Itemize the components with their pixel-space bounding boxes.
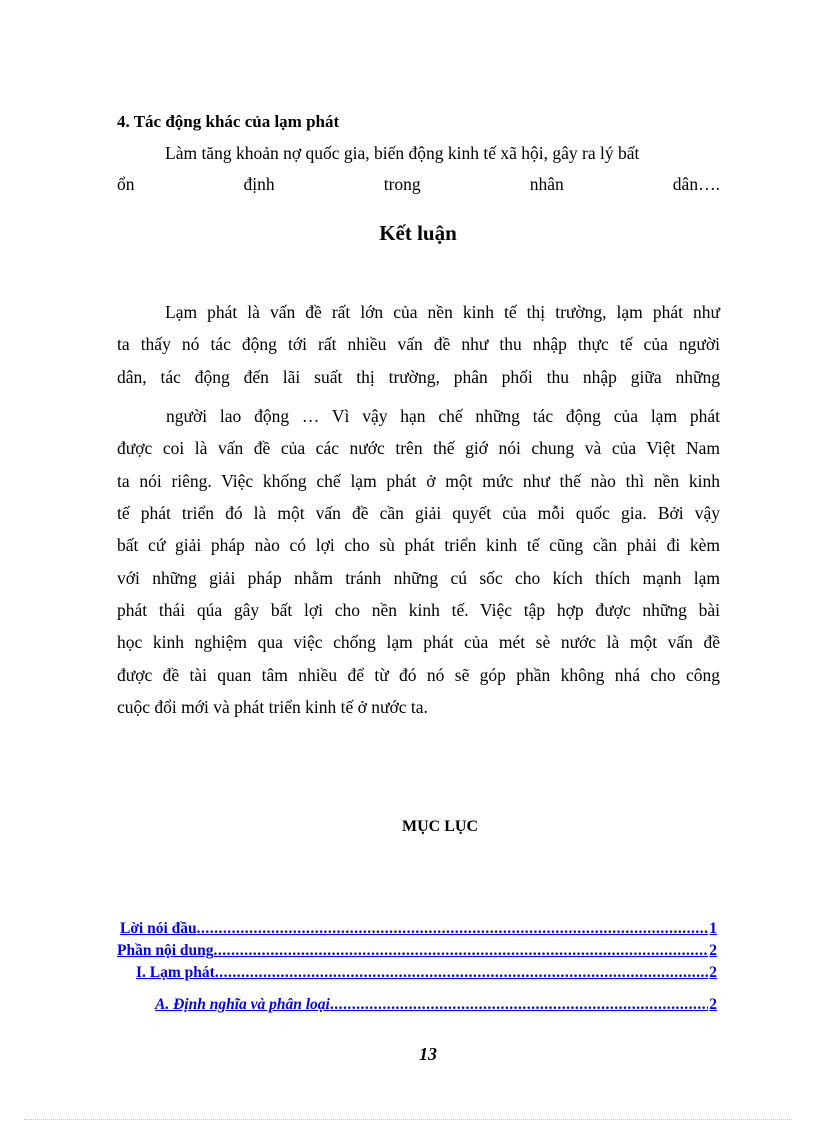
page-bottom-divider — [24, 1119, 792, 1120]
conclusion-line: người lao động … Vì vậy hạn chế những tác động của lạm phát — [166, 406, 720, 426]
conclusion-line: Lạm phát là vấn đề rất lớn của nền kinh tế thị trường, lạm phát như — [165, 302, 720, 322]
conclusion-line: tế phát triển đó là một vấn đề cần giải quyết của mỗi quốc gia. Bởi vậy — [117, 503, 720, 523]
toc-entry-page: 1 — [709, 920, 717, 937]
toc-entry-page: 2 — [709, 942, 717, 959]
page-number: 13 — [419, 1044, 437, 1064]
conclusion-line: học kinh nghiệm qua việc chống lạm phát của mét sè nước là một vấn đề — [117, 632, 720, 652]
toc-entry-page: 2 — [709, 964, 717, 981]
toc-entry-link[interactable] — [155, 996, 717, 1014]
word: dân…. — [672, 174, 720, 194]
toc-leader-dots — [330, 996, 708, 1014]
word: trong — [383, 174, 421, 194]
conclusion-line: ta nói riêng. Việc khống chế lạm phát ở một mức như thế nào thì nền kinh — [117, 471, 720, 491]
toc-leader-dots — [214, 942, 709, 960]
toc-entry-label: Phần nội dung — [117, 942, 214, 959]
toc-entry-label: A. Định nghĩa và phân loại — [155, 996, 330, 1013]
word: nhân — [529, 174, 564, 194]
toc-entry-link[interactable] — [120, 920, 717, 938]
toc-leader-dots — [197, 920, 709, 938]
toc-entry-link[interactable] — [117, 942, 717, 960]
conclusion-title: Kết luận — [379, 221, 457, 245]
conclusion-line: phát thái qúa gây bất lợi cho nền kinh tế. Việc tập hợp được những bài — [117, 600, 720, 620]
paragraph-line-justified — [117, 174, 720, 195]
word: ổn — [117, 174, 135, 194]
toc-entry-link[interactable] — [136, 964, 717, 982]
toc-entry-page: 2 — [709, 996, 717, 1013]
toc-leader-dots — [215, 964, 708, 982]
conclusion-line: cuộc đổi mới và phát triển kinh tế ở nước ta. — [117, 697, 428, 717]
toc-entry-label: Lời nói đầu — [120, 920, 197, 937]
word: định — [243, 174, 275, 194]
toc-title: MỤC LỤC — [402, 818, 478, 835]
conclusion-line: ta thấy nó tác động tới rất nhiều vấn đề như thu nhập thực tế của người — [117, 334, 720, 354]
conclusion-line: được đề tài quan tâm nhiều để từ đó nó sẽ góp phần không nhá cho công — [117, 665, 720, 685]
conclusion-line: được coi là vấn đề của các nước trên thế giớ nói chung và của Việt Nam — [117, 438, 720, 458]
conclusion-line: với những giải pháp nhằm tránh những cú sốc cho kích thích mạnh lạm — [117, 568, 720, 588]
paragraph-line: Làm tăng khoản nợ quốc gia, biến động kinh tế xã hội, gây ra lý bất — [165, 143, 640, 163]
conclusion-line: dân, tác động đến lãi suất thị trường, phân phối thu nhập giữa những — [117, 367, 720, 387]
section-heading: 4. Tác động khác của lạm phát — [117, 112, 340, 131]
conclusion-line: bất cứ giải pháp nào có lợi cho sù phát triển kinh tế cũng cần phải đi kèm — [117, 535, 720, 555]
toc-entry-label: I. Lạm phát — [136, 964, 215, 981]
